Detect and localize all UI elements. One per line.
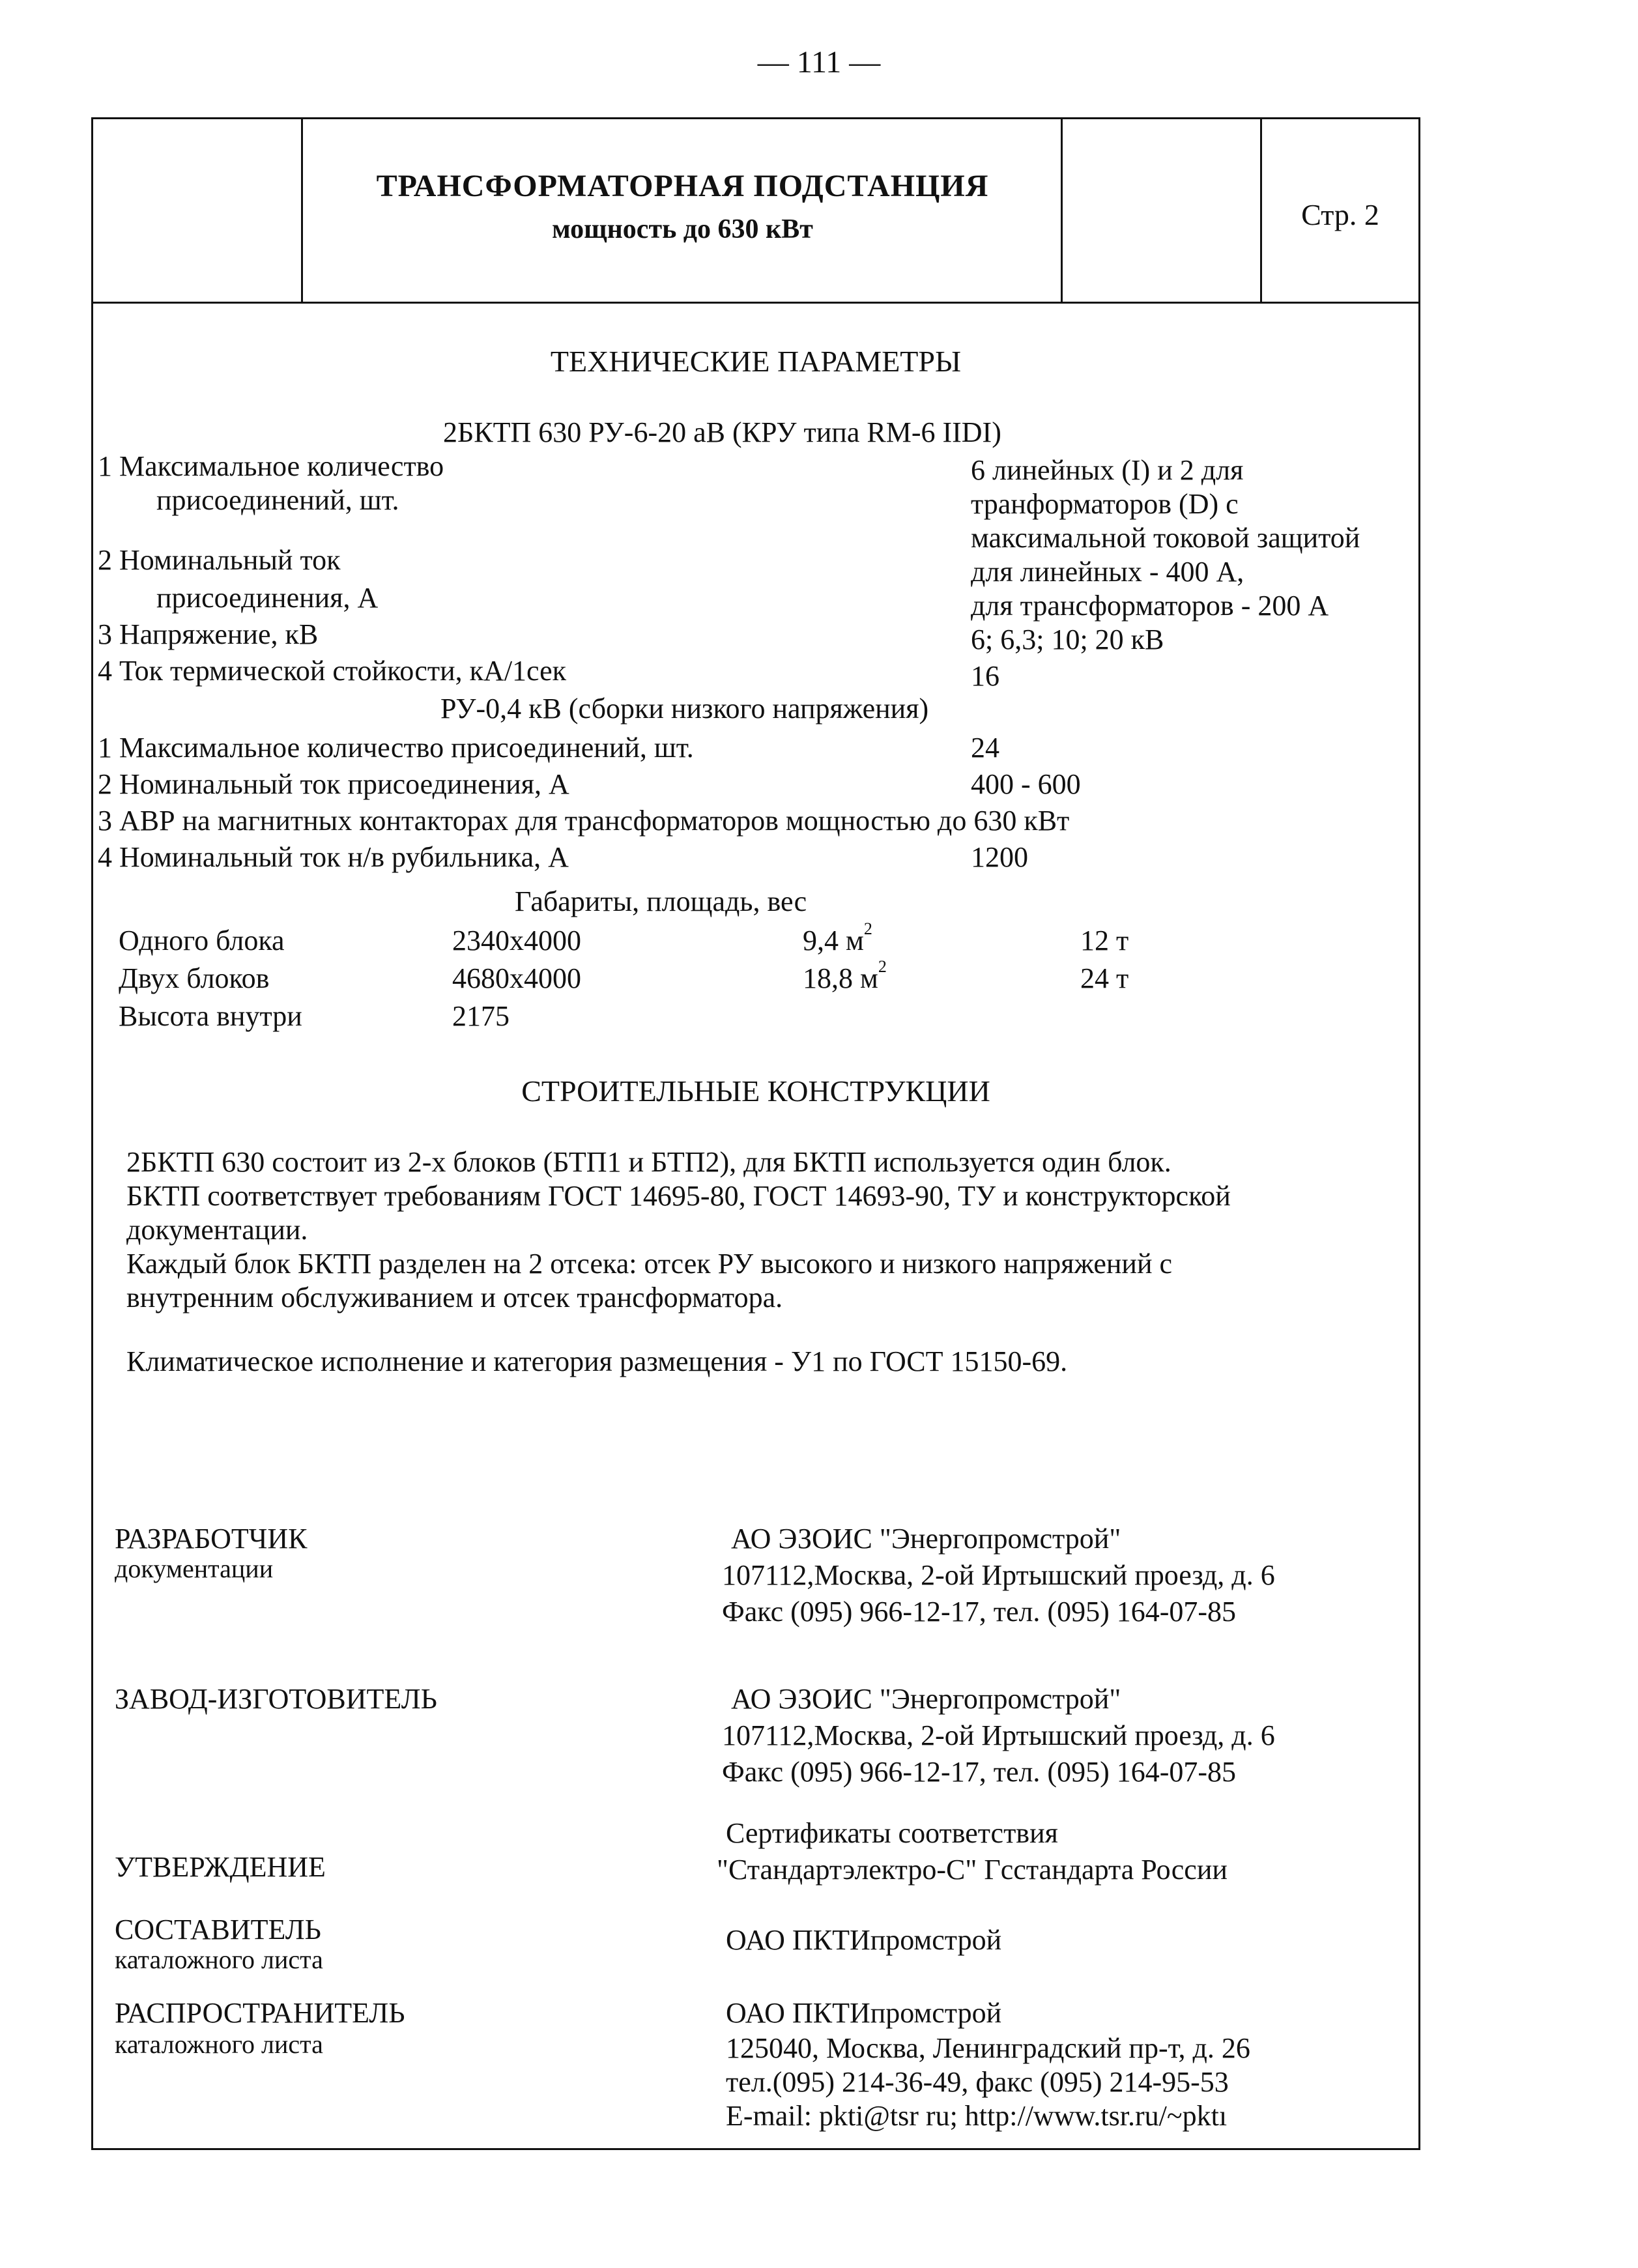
hv-row-label: присоединения, А — [156, 582, 379, 614]
document-subtitle: мощность до 630 кВт — [552, 214, 813, 244]
hv-row-value: 16 — [971, 660, 999, 692]
hv-row-value: максимальной токовой защитой — [971, 522, 1360, 554]
dims-row-size: 4680х4000 — [452, 962, 581, 994]
hv-row-label: 1 Максимальное количество — [98, 450, 444, 482]
approval-line: Сертификаты соответствия — [726, 1817, 1058, 1849]
dims-row-weight: 12 т — [1080, 925, 1129, 956]
developer-label: РАЗРАБОТЧИК — [115, 1523, 308, 1555]
lv-row-value: 1200 — [971, 841, 1028, 873]
construction-line: внутренним обслуживанием и отсек трансформатора. — [126, 1282, 783, 1313]
lv-row-label: 1 Максимальное количество присоединений, шт. — [98, 732, 694, 764]
distributor-line: E-mail: pkti@tsr ru; http://www.tsr.ru/~pktı — [726, 2100, 1228, 2132]
distributor-line: ОАО ПКТИпромстрой — [726, 1997, 1002, 2029]
lv-row-value: 400 - 600 — [971, 768, 1081, 800]
dims-row-size: 2175 — [452, 1000, 510, 1032]
dims-row-size: 2340х4000 — [452, 925, 581, 956]
construction-line: БКТП соответствует требованиям ГОСТ 14695-80, ГОСТ 14693-90, ТУ и конструкторской — [126, 1180, 1231, 1212]
manufacturer-line: АО ЭЗОИС "Энергопромстрой" — [731, 1683, 1121, 1715]
construction-heading: СТРОИТЕЛЬНЫЕ КОНСТРУКЦИИ — [521, 1074, 990, 1108]
hv-row-label: 4 Ток термической стойкости, кА/1сек — [98, 655, 567, 687]
compiler-label: СОСТАВИТЕЛЬ — [115, 1914, 321, 1945]
developer-line: 107112,Москва, 2-ой Иртышский проезд, д. 6 — [722, 1559, 1275, 1591]
document-title: ТРАНСФОРМАТОРНАЯ ПОДСТАНЦИЯ — [376, 169, 989, 203]
header-column-divider — [1061, 117, 1063, 303]
developer-line: АО ЭЗОИС "Энергопромстрой" — [731, 1523, 1121, 1555]
manufacturer-line: 107112,Москва, 2-ой Иртышский проезд, д. 6 — [722, 1719, 1275, 1751]
dims-row-name: Высота внутри — [119, 1000, 302, 1032]
construction-line: документации. — [126, 1214, 308, 1246]
manufacturer-line: Факс (095) 966-12-17, тел. (095) 164-07-85 — [722, 1756, 1237, 1788]
dims-row-weight: 24 т — [1080, 962, 1129, 994]
lv-section-heading: РУ-0,4 кВ (сборки низкого напряжения) — [440, 693, 929, 725]
dims-heading: Габариты, площадь, вес — [515, 885, 807, 917]
compiler-line: ОАО ПКТИпромстрой — [726, 1924, 1002, 1956]
page-label: Стр. 2 — [1301, 198, 1379, 231]
hv-row-label: 3 Напряжение, кВ — [98, 618, 319, 650]
dims-row-area: 9,4 $м^2$ — [803, 919, 872, 956]
climate-line: Климатическое исполнение и категория размещения - У1 по ГОСТ 15150-69. — [126, 1345, 1068, 1377]
lv-row-label: 4 Номинальный ток н/в рубильника, А — [98, 841, 569, 873]
manufacturer-label: ЗАВОД-ИЗГОТОВИТЕЛЬ — [115, 1683, 437, 1715]
hv-row-value: 6; 6,3; 10; 20 кВ — [971, 624, 1164, 655]
page-number: — 111 — — [757, 45, 881, 79]
distributor-line: 125040, Москва, Ленинградский пр-т, д. 26 — [726, 2032, 1250, 2064]
header-column-divider — [301, 117, 303, 303]
lv-row-label: 2 Номинальный ток присоединения, А — [98, 768, 569, 800]
hv-row-value: 6 линейных (I) и 2 для — [971, 454, 1244, 486]
hv-row-value: для линейных - 400 А, — [971, 556, 1244, 588]
lv-row-label: 3 АВР на магнитных контакторах для трансформаторов мощностью до 630 кВт — [98, 805, 1070, 837]
distributor-sublabel: каталожного листа — [115, 2030, 323, 2059]
distributor-line: тел.(095) 214-36-49, факс (095) 214-95-53 — [726, 2066, 1229, 2098]
approval-label: УТВЕРЖДЕНИЕ — [115, 1851, 326, 1883]
dims-row-name: Двух блоков — [119, 962, 270, 994]
lv-row-value: 24 — [971, 732, 999, 764]
developer-sublabel: документации — [115, 1554, 274, 1583]
header-divider — [91, 302, 1420, 304]
hv-row-value: для трансформаторов - 200 А — [971, 590, 1329, 622]
distributor-label: РАСПРОСТРАНИТЕЛЬ — [115, 1997, 405, 2029]
construction-line: 2БКТП 630 состоит из 2-х блоков (БТП1 и БТП2), для БКТП используется один блок. — [126, 1146, 1171, 1178]
dims-row-name: Одного блока — [119, 925, 285, 956]
hv-row-value: транформаторов (D) с — [971, 488, 1239, 520]
dims-row-area: 18,8 $м^2$ — [803, 957, 887, 994]
approval-line: "Стандартэлектро-С" Гсстандарта России — [717, 1854, 1228, 1886]
hv-section-heading: 2БКТП 630 РУ-6-20 аВ (КРУ типа RM-6 IIDI) — [443, 416, 1001, 448]
hv-row-label: присоединений, шт. — [156, 484, 399, 516]
compiler-sublabel: каталожного листа — [115, 1945, 323, 1974]
construction-line: Каждый блок БКТП разделен на 2 отсека: отсек РУ высокого и низкого напряжений с — [126, 1248, 1173, 1280]
tech-params-heading: ТЕХНИЧЕСКИЕ ПАРАМЕТРЫ — [550, 345, 962, 378]
hv-row-label: 2 Номинальный ток — [98, 544, 341, 576]
developer-line: Факс (095) 966-12-17, тел. (095) 164-07-85 — [722, 1596, 1237, 1628]
